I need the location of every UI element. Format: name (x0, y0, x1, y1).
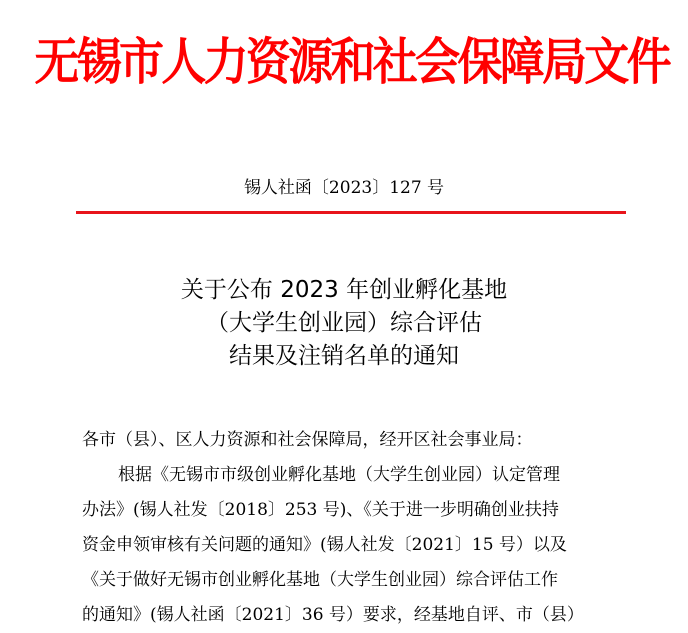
body-line-2: 办法》(锡人社发〔2018〕253 号)、《关于进一步明确创业扶持 (82, 500, 559, 520)
body-line-4: 《关于做好无锡市创业孵化基地（大学生创业园）综合评估工作 (82, 570, 558, 590)
notice-title-line-1: 关于公布 2023 年创业孵化基地 (180, 277, 508, 303)
red-divider-line (76, 211, 626, 214)
document-number: 锡人社函〔2023〕127 号 (243, 178, 445, 198)
body-line-1: 根据《无锡市市级创业孵化基地（大学生创业园）认定管理 (118, 465, 560, 485)
notice-body (82, 423, 622, 633)
body-line-3: 资金申领审核有关问题的通知》(锡人社发〔2021〕15 号）以及 (82, 535, 567, 555)
body-line-5: 的通知》(锡人社函〔2021〕36 号）要求，经基地自评、市（县） (82, 605, 584, 625)
notice-title (0, 274, 688, 373)
salutation: 各市（县）、区人力资源和社会保障局，经开区社会事业局： (82, 430, 533, 450)
issuing-authority-header: 无锡市人力资源和社会保障局文件 (34, 33, 669, 91)
notice-title-line-2: （大学生创业园）综合评估 (206, 310, 482, 336)
notice-title-line-3: 结果及注销名单的通知 (229, 343, 459, 369)
